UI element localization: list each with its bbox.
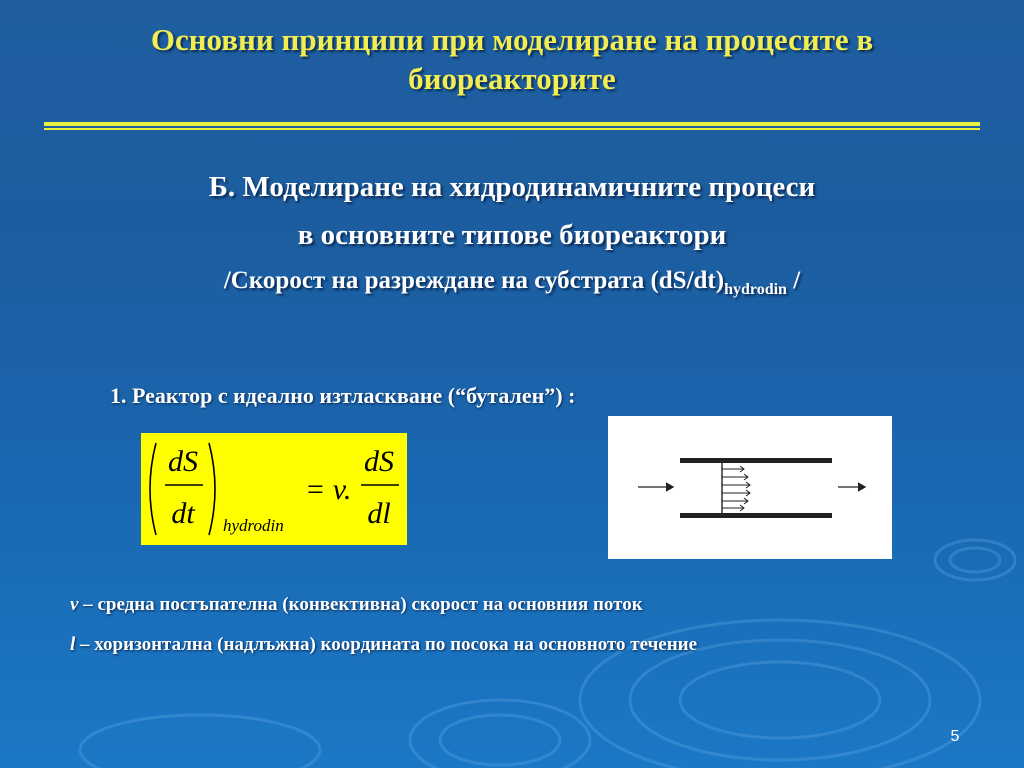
heading-line3-subscript: hydrodin (724, 281, 787, 298)
definition-l (70, 634, 697, 656)
reactor-item-heading: 1. Реактор с идеално изтласкване (“бутален”) : (110, 383, 576, 408)
definition-v (70, 594, 643, 616)
formula-svg (141, 433, 407, 545)
heading-line3-end: / (786, 267, 801, 294)
formula-rhs-numerator: dS (364, 445, 394, 478)
section-heading-line2: в основните типове биореактори (297, 219, 727, 251)
plug-flow-reactor-diagram (608, 416, 892, 559)
title-divider-thin (44, 128, 980, 130)
section-heading-line3 (60, 264, 964, 301)
formula-box (141, 433, 407, 545)
formula-lhs-denominator: dt (171, 497, 195, 530)
definition-l-text: – хоризонтална (надлъжна) координата по посока на основното течение (75, 634, 698, 655)
definition-l-var: l (70, 634, 76, 655)
definition-v-text: – средна постъпателна (конвективна) скорост на основния поток (78, 594, 643, 615)
title-divider (44, 122, 980, 126)
definition-v-var: v (70, 594, 79, 615)
page-number: 5 (950, 728, 960, 745)
section-heading-line1: Б. Моделиране на хидродинамичните процеси (208, 171, 816, 203)
formula-rhs-denominator: dl (367, 497, 391, 530)
reactor-diagram-svg (608, 416, 892, 559)
formula-lhs-numerator: dS (168, 445, 198, 478)
slide-title: Основни принципи при моделиране на процесите в биореакторите (150, 22, 874, 96)
formula-equals: = v. (305, 473, 352, 506)
formula-lhs-subscript: hydrodin (223, 516, 284, 535)
heading-line3-main: /Скорост на разреждане на субстрата (dS/dt) (223, 267, 725, 294)
